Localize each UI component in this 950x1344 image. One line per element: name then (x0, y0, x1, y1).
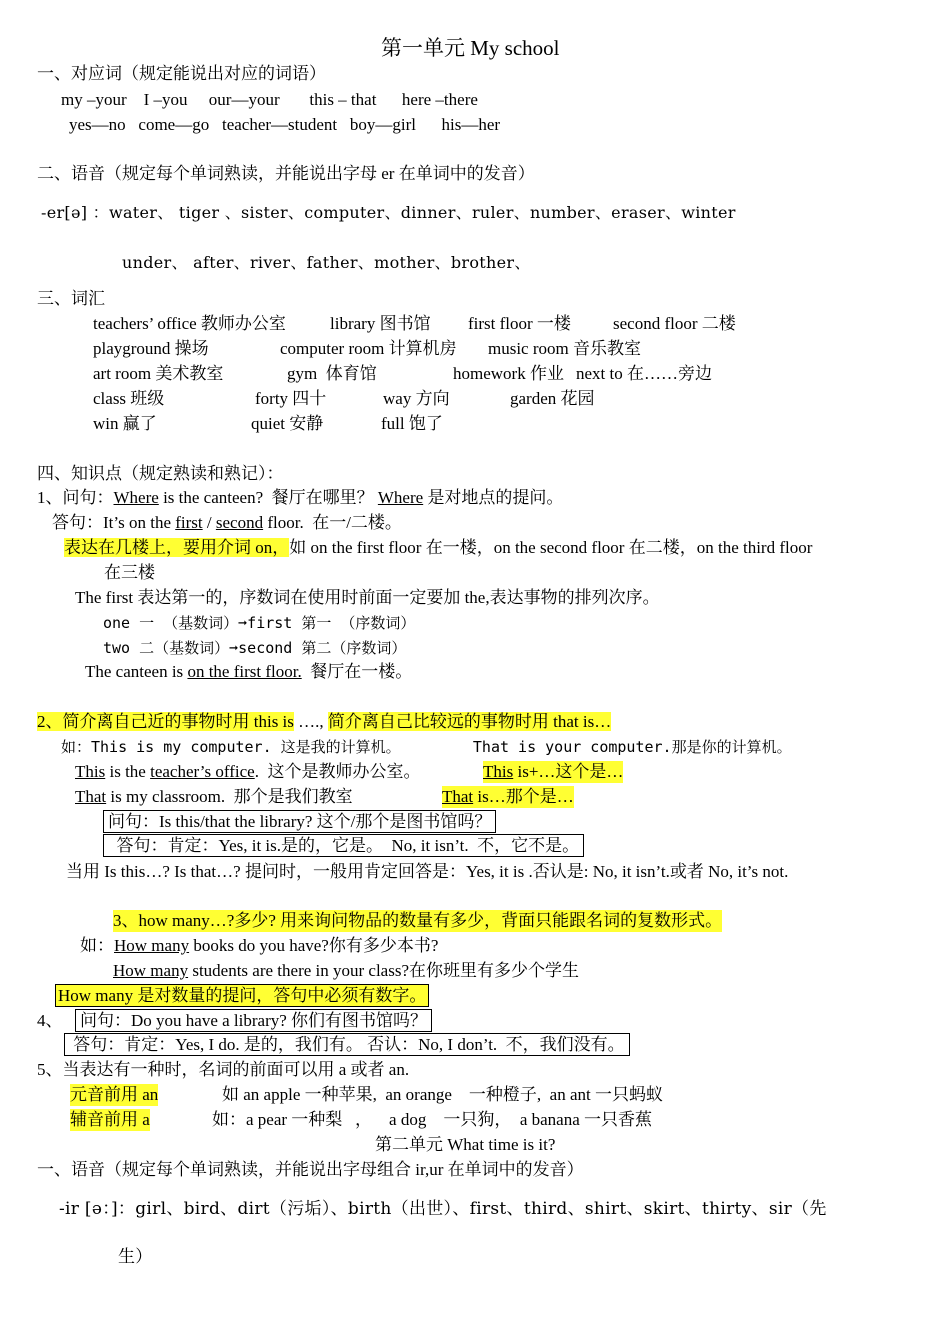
kp3-ex1-tail: books do you have?你有多少本书? (189, 936, 439, 955)
kp4-boxed-answer: 答句：肯定：Yes, I do. 是的，我们有。 否认：No, I don’t. 不，我们没有。 (64, 1033, 630, 1056)
kp1-example (85, 661, 412, 683)
kp1-q-tail: 是对地点的提问。 (423, 488, 564, 507)
vocab-item: teachers’ office 教师办公室 (93, 314, 286, 333)
kp2-that-pattern-word: That (442, 787, 474, 806)
kp2-example: 如：This is my computer. 这是我的计算机。 That is your computer.那是你的计算机。 (61, 738, 792, 756)
unit2-section1-heading: 一、语音（规定每个单词熟读，并能说出字母组合 ir,ur 在单词中的发音） (37, 1160, 584, 1179)
kp2-that-pattern-tail: is…那个是… (473, 787, 574, 806)
vocab-item: quiet 安静 (251, 414, 324, 433)
vocab-item: first floor 一楼 (468, 314, 571, 333)
vocab-item: music room 音乐教室 (488, 339, 641, 358)
kp1-two-line: two 二（基数词）➞second 第二（序数词） (103, 639, 407, 657)
vocab-item: next to 在……旁边 (576, 364, 712, 383)
vocab-item: playground 操场 (93, 339, 209, 358)
kp2-this-mid: is the (105, 762, 151, 781)
kp2-this-pattern-tail: is+…这个是… (513, 762, 624, 781)
kp1-a-first: first (175, 513, 203, 532)
section1-heading: 一、对应词（规定能说出对应的词语） (37, 64, 326, 83)
kp1-a-slash: / (202, 513, 216, 532)
kp4-number: 4、 (37, 1011, 63, 1030)
kp5-consonant-rule: 辅音前用 a (70, 1110, 150, 1129)
unit1-title: 第一单元 My school (381, 36, 560, 60)
kp1-where: Where (113, 488, 159, 507)
kp2-this-pattern (483, 761, 623, 783)
ir-phonics-line-1: -ir [ə：]：girl、bird、dirt（污垢）、birth（出世）、first、third、shirt、skirt、thirty、sir（先 (59, 1199, 827, 1219)
kp2-highlight-this: 2、简介离自己近的事物时用 this is (37, 712, 294, 731)
kp1-a-second: second (215, 513, 264, 532)
kp3-note: How many 是对数量的提问，答句中必须有数字。 (55, 984, 429, 1007)
kp3-ex2-tail: students are there in your class?在你班里有多少个学生 (188, 961, 580, 980)
kp2-teachers-office: teacher’s office (150, 762, 255, 781)
kp2-mid: …., (293, 712, 328, 731)
kp2-that-pattern (442, 786, 574, 808)
kp1-q-rest: is the canteen? 餐厅在哪里？ (158, 488, 378, 507)
antonym-row-1: my –your I –you our—your this – that here –there (61, 90, 478, 109)
kp2-boxed-answer: 答句：肯定：Yes, it is.是的，它是。 No, it isn’t. 不，它不是。 (103, 834, 584, 857)
ir-phonics-line-2: 生） (118, 1247, 153, 1267)
kp1-ordinal-note: The first 表达第一的，序数词在使用时前面一定要加 the,表达事物的排列次序。 (75, 588, 660, 607)
vocab-item: class 班级 (93, 389, 165, 408)
kp1-highlight-note: 表达在几楼上，要用介词 on， (64, 538, 290, 557)
vocab-item: homework 作业 (453, 364, 564, 383)
kp5-vowel-examples: 如 an apple 一种苹果, an orange 一种橙子, an ant 一只蚂蚁 (222, 1085, 663, 1104)
vocab-item: computer room 计算机房 (280, 339, 457, 358)
vocab-item: win 赢了 (93, 414, 157, 433)
kp2-this-pattern-word: This (483, 762, 514, 781)
kp1-q-prefix: 1、问句： (37, 488, 114, 507)
kp2-reply-note: 当用 Is this…? Is that…? 提问时，一般用肯定回答是：Yes, it is .否认是: No, it isn’t.或者 No, it’s not. (66, 862, 789, 881)
vocab-item: gym 体育馆 (287, 364, 377, 383)
section3-heading: 三、词汇 (37, 289, 105, 308)
unit2-title: 第二单元 What time is it? (375, 1135, 556, 1154)
kp1-note (64, 537, 812, 559)
kp2-highlight-that: 简介离自己比较远的事物时用 that is… (327, 712, 612, 731)
kp3-heading: 3、how many…?多少? 用来询问物品的数量有多少，背面只能跟名词的复数形式。 (113, 911, 723, 930)
kp3-example-1 (80, 935, 438, 957)
vocab-item: forty 四十 (255, 389, 327, 408)
vocab-item: art room 美术教室 (93, 364, 224, 383)
kp5-line: 5、当表达有一种时，名词的前面可以用 a 或者 an. (37, 1060, 410, 1079)
vocab-item: way 方向 (383, 389, 450, 408)
er-phonics-line-1: -er[ə] ：water、 tiger 、sister、computer、dinner、ruler、number、eraser、winter (41, 203, 736, 222)
kp3-example-2 (113, 960, 579, 982)
kp4-boxed-question: 问句：Do you have a library? 你们有图书馆吗？ (75, 1009, 432, 1032)
antonym-row-2: yes—no come—go teacher—student boy—girl his—her (69, 115, 501, 134)
kp1-ex-tail: 餐厅在一楼。 (301, 662, 413, 681)
kp1-one-line: one 一 （基数词）➞first 第一 （序数词） (103, 614, 416, 632)
kp3-ex1-how-many: How many (114, 936, 190, 955)
kp1-a-tail: floor. 在一/二楼。 (263, 513, 402, 532)
vocab-item: full 饱了 (381, 414, 443, 433)
kp2-this-tail: . 这个是教师办公室。 (254, 762, 421, 781)
kp1-ex-underline: on the first floor. (187, 662, 302, 681)
kp5-consonant-examples: 如：a pear 一种梨 ， a dog 一只狗， a banana 一只香蕉 (212, 1110, 653, 1129)
kp5-vowel-rule: 元音前用 an (70, 1085, 159, 1104)
kp2-that-tail: is my classroom. 那个是我们教室 (106, 787, 353, 806)
kp1-where-2: Where (377, 488, 424, 507)
kp2-this-line (75, 761, 420, 783)
kp1-ex-prefix: The canteen is (85, 662, 188, 681)
kp2-that-line (75, 786, 353, 808)
kp1-note-rest: 如 on the first floor 在一楼，on the second floor 在二楼，on the third floor (289, 538, 813, 557)
kp2-heading (37, 711, 611, 733)
kp1-note-cont: 在三楼 (104, 563, 155, 582)
section4-heading: 四、知识点（规定熟读和熟记）： (37, 464, 284, 483)
vocab-item: garden 花园 (510, 389, 595, 408)
section2-heading: 二、语音（规定每个单词熟读，并能说出字母 er 在单词中的发音） (37, 164, 535, 183)
kp2-boxed-question: 问句：Is this/that the library? 这个/那个是图书馆吗？ (103, 810, 496, 833)
er-phonics-line-2: under、 after、river、father、mother、brother、 (122, 253, 531, 272)
vocab-item: second floor 二楼 (613, 314, 736, 333)
kp2-this-word: This (75, 762, 106, 781)
kp1-question (37, 487, 563, 509)
kp3-ex1-prefix: 如： (80, 936, 114, 955)
kp3-ex2-how-many: How many (113, 961, 189, 980)
kp1-answer (52, 512, 402, 534)
kp1-a-prefix: 答句：It’s on the (52, 513, 176, 532)
kp2-that-word: That (75, 787, 107, 806)
vocab-item: library 图书馆 (330, 314, 431, 333)
